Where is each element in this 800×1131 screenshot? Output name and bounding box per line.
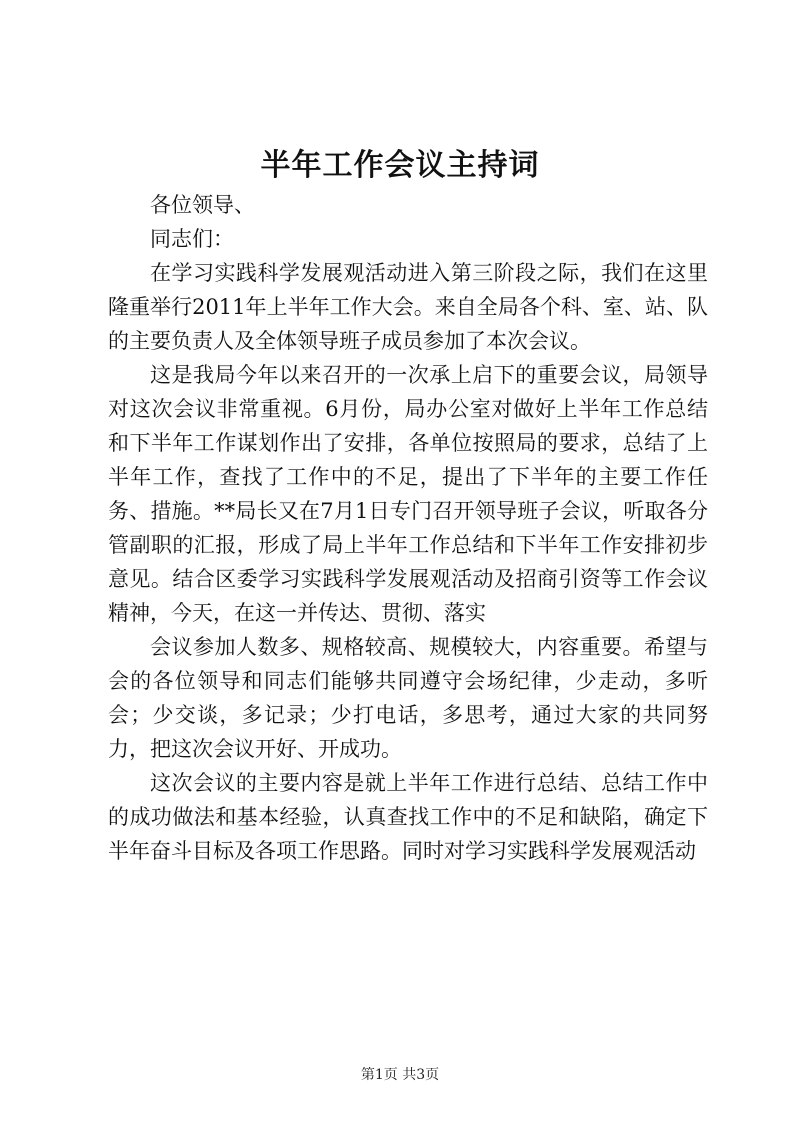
- paragraph-opening: 在学习实践科学发展观活动进入第三阶段之际，我们在这里隆重举行2011年上半年工作大会。来自全局各个科、室、站、队的主要负责人及全体领导班子成员参加了本次会议。: [108, 261, 708, 353]
- paragraph-content: 这次会议的主要内容是就上半年工作进行总结、总结工作中的成功做法和基本经验，认真查找工作中的不足和缺陷，确定下半年奋斗目标及各项工作思路。同时对学习实践科学发展观活动: [108, 771, 708, 863]
- document-title: 半年工作会议主持词: [260, 148, 540, 183]
- salutation-leaders: 各位领导、: [150, 193, 255, 217]
- paragraph-discipline: 会议参加人数多、规格较高、规模较大，内容重要。希望与会的各位领导和同志们能够共同遵守会场纪律，少走动，多听会；少交谈，多记录；少打电话，多思考，通过大家的共同努力，把这次会议开好、开成功。: [108, 635, 708, 761]
- salutation-comrades: 同志们：: [150, 227, 234, 251]
- page-number: 第1页 共3页: [360, 1067, 440, 1083]
- paragraph-importance: 这是我局今年以来召开的一次承上启下的重要会议，局领导对这次会议非常重视。6月份，局办公室对做好上半年工作总结和下半年工作谋划作出了安排，各单位按照局的要求，总结了上半年工作，查找了工作中的不足，提出了下半年的主要工作任务、措施。**局长又在7月1日专门召开领导班子会议，听取各分管副职的汇报，形成了局上半年工作总结和下半年工作安排初步意见。结合区委学习实践科学发展观活动及招商引资等工作会议精神，今天，在这一并传达、贯彻、落实: [108, 363, 708, 625]
- document-body: [108, 188, 708, 868]
